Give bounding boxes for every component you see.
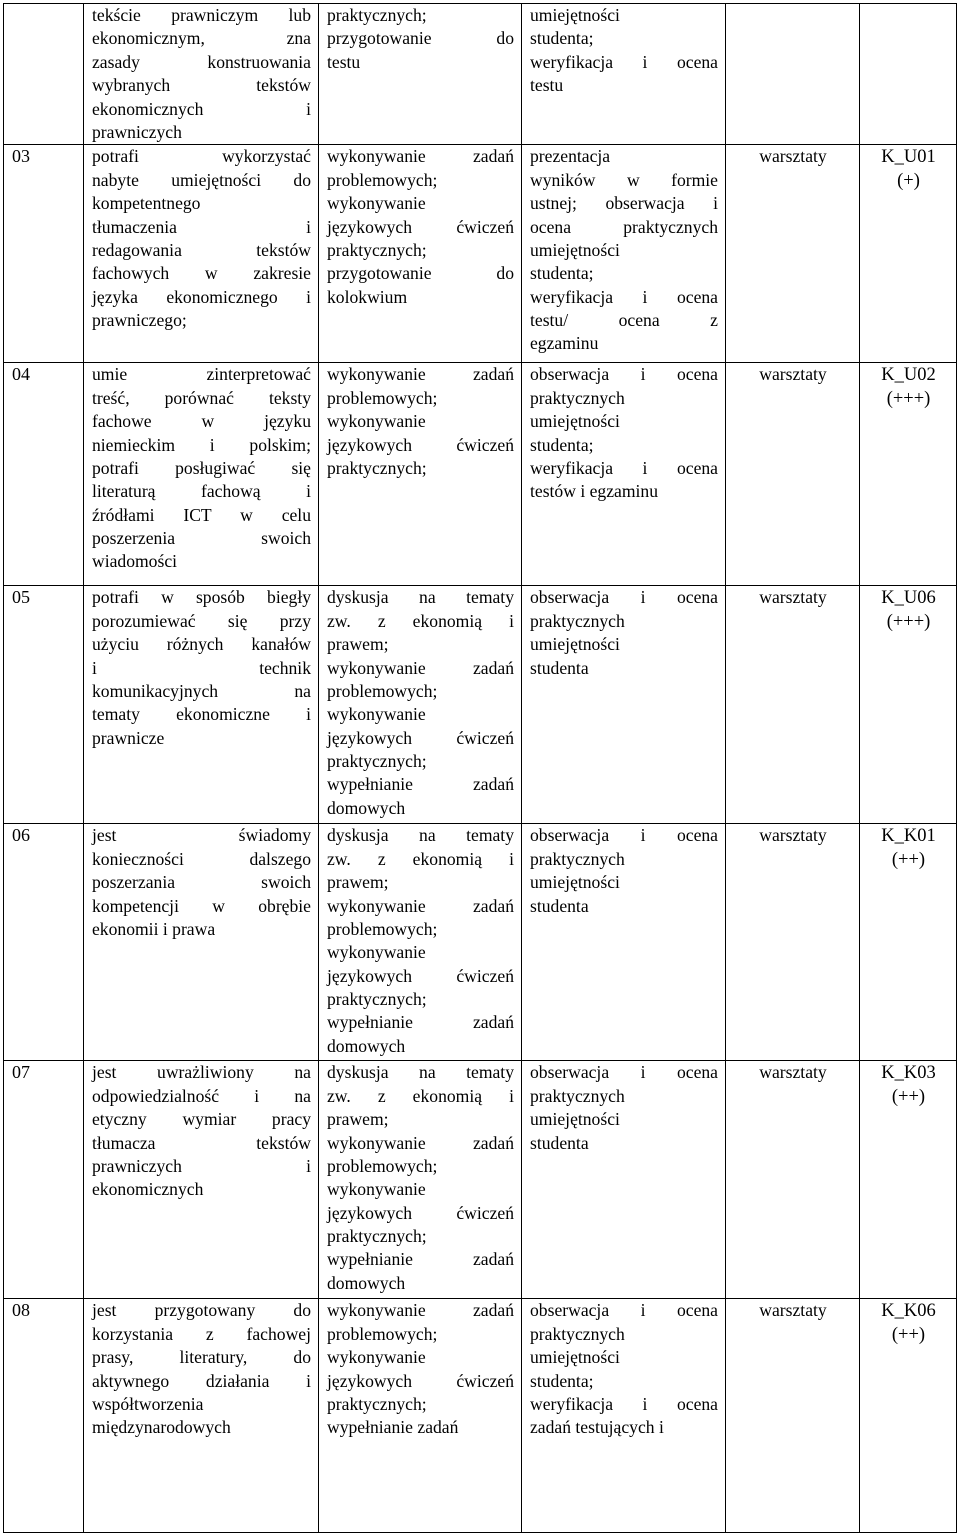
text-line: wykonywanie zadań	[327, 1132, 514, 1153]
text-line: umiejętności	[530, 239, 620, 260]
text-line: fachowe w języku	[92, 411, 311, 432]
text-line: umiejętności	[530, 872, 620, 893]
text-line: wykonywanie	[327, 1179, 426, 1200]
class-form-cell: warsztaty	[726, 586, 860, 824]
text-line: fachowych w zakresie	[92, 263, 311, 284]
text-line: i technik	[92, 657, 311, 678]
assessment-methods-cell	[522, 145, 726, 363]
text-line: dyskusja na tematy	[327, 587, 514, 608]
text-line: praktycznych	[530, 387, 625, 408]
outcome-code: K_U06	[881, 588, 936, 609]
text-line: wykonywanie zadań	[327, 364, 514, 385]
text-line: wypełnianie zadań	[327, 1249, 514, 1270]
text-line: praktycznych;	[327, 989, 427, 1010]
row-number: 08	[4, 1299, 84, 1533]
learning-effect-cell	[84, 586, 319, 824]
text-line: wykonywanie	[327, 1347, 426, 1368]
text-line: weryfikacja i ocena	[530, 1393, 718, 1414]
learning-effect-cell	[84, 145, 319, 363]
text-line: obserwacja i ocena	[530, 1062, 718, 1083]
text-line: praktycznych;	[327, 751, 427, 772]
table-row	[4, 4, 957, 145]
text-line: praktycznych	[530, 610, 625, 631]
text-line: ocena praktycznych	[530, 216, 718, 237]
learning-effect-cell	[84, 4, 319, 145]
text-line: studenta;	[530, 1370, 594, 1391]
text-line: egzaminu	[530, 333, 599, 354]
text-line: prawem;	[327, 1109, 389, 1130]
text-line: praktycznych;	[327, 239, 427, 260]
assessment-methods-cell	[522, 1061, 726, 1299]
text-line: domowych	[327, 797, 406, 818]
text-line: wiadomości	[92, 551, 178, 572]
learning-effect-cell	[84, 363, 319, 586]
table-body	[4, 4, 957, 1533]
text-line: potrafi wykorzystać	[92, 146, 311, 167]
teaching-methods-cell	[319, 363, 522, 586]
text-line: obserwacja i ocena	[530, 587, 718, 608]
text-line: praktycznych;	[327, 5, 427, 25]
row-number: 06	[4, 824, 84, 1061]
text-line: wykonywanie zadań	[327, 146, 514, 167]
text-line: redagowania tekstów	[92, 239, 311, 260]
text-line: konieczności dalszego	[92, 848, 311, 869]
text-line: współtworzenia	[92, 1393, 204, 1414]
text-line: praktycznych	[530, 1323, 625, 1344]
class-form-cell: warsztaty	[726, 363, 860, 586]
teaching-methods-cell	[319, 145, 522, 363]
assessment-methods-cell	[522, 586, 726, 824]
text-line: odpowiedzialność i na	[92, 1085, 311, 1106]
text-line: tłumaczenia i	[92, 216, 311, 237]
assessment-methods-cell	[522, 4, 726, 145]
text-line: praktycznych;	[327, 1393, 427, 1414]
teaching-methods-cell	[319, 1299, 522, 1533]
text-line: weryfikacja i ocena	[530, 51, 718, 72]
text-line: studenta	[530, 1132, 589, 1153]
table-row	[4, 1061, 957, 1299]
text-line: porozumiewać się przy	[92, 610, 311, 631]
outcome-code: K_U01	[881, 147, 936, 168]
text-line: obserwacja i ocena	[530, 364, 718, 385]
text-line: jest przygotowany do	[92, 1300, 311, 1321]
outcome-code: K_K03	[881, 1063, 936, 1084]
text-line: niemieckim i polskim;	[92, 434, 311, 455]
outcome-code-cell	[860, 824, 957, 1061]
outcome-code-cell	[860, 1299, 957, 1533]
text-line: przygotowanie do	[327, 28, 514, 49]
teaching-methods-cell	[319, 1061, 522, 1299]
text-line: zadań testujących i	[530, 1417, 664, 1438]
text-line: kompetentnego	[92, 193, 201, 214]
text-line: tematy ekonomiczne i	[92, 704, 311, 725]
teaching-methods-cell	[319, 4, 522, 145]
assessment-methods-cell	[522, 824, 726, 1061]
row-number: 04	[4, 363, 84, 586]
text-line: prawniczych i	[92, 1155, 311, 1176]
outcome-code-cell	[860, 4, 957, 145]
text-line: językowych ćwiczeń	[327, 1370, 514, 1391]
row-number: 07	[4, 1061, 84, 1299]
text-line: praktycznych	[530, 848, 625, 869]
text-line: wyników w formie	[530, 169, 718, 190]
learning-outcomes-table	[3, 3, 957, 1533]
text-line: studenta;	[530, 434, 594, 455]
text-line: językowych ćwiczeń	[327, 727, 514, 748]
text-line: obserwacja i ocena	[530, 825, 718, 846]
class-form-cell: warsztaty	[726, 1299, 860, 1533]
text-line: językowych ćwiczeń	[327, 965, 514, 986]
text-line: problemowych;	[327, 169, 438, 190]
text-line: tłumacza tekstów	[92, 1132, 311, 1153]
text-line: studenta	[530, 657, 589, 678]
text-line: ustnej; obserwacja i	[530, 193, 718, 214]
text-line: studenta;	[530, 263, 594, 284]
text-line: wypełnianie zadań	[327, 1417, 459, 1438]
class-form-cell	[726, 4, 860, 145]
text-line: potrafi w sposób biegły	[92, 587, 311, 608]
teaching-methods-cell	[319, 586, 522, 824]
outcome-code: K_U02	[881, 365, 936, 386]
text-line: problemowych;	[327, 1155, 438, 1176]
text-line: ekonomicznym, zna	[92, 28, 311, 49]
text-line: umiejętności	[530, 5, 620, 25]
text-line: wykonywanie	[327, 942, 426, 963]
text-line: etyczny wymiar pracy	[92, 1109, 311, 1130]
text-line: prawem;	[327, 634, 389, 655]
table-row	[4, 586, 957, 824]
text-line: praktycznych;	[327, 457, 427, 478]
text-line: problemowych;	[327, 1323, 438, 1344]
row-number: 05	[4, 586, 84, 824]
class-form-cell: warsztaty	[726, 824, 860, 1061]
text-line: domowych	[327, 1272, 406, 1293]
row-number: 03	[4, 145, 84, 363]
row-number	[4, 4, 84, 145]
text-line: prawnicze	[92, 727, 165, 748]
text-line: wykonywanie zadań	[327, 1300, 514, 1321]
text-line: dyskusja na tematy	[327, 825, 514, 846]
outcome-weight: (++)	[891, 850, 926, 871]
text-line: umie zinterpretować	[92, 364, 311, 385]
text-line: poszerzenia swoich	[92, 528, 311, 549]
text-line: wykonywanie	[327, 193, 426, 214]
text-line: obserwacja i ocena	[530, 1300, 718, 1321]
text-line: wykonywanie	[327, 704, 426, 725]
outcome-weight: (+++)	[886, 389, 931, 410]
text-line: domowych	[327, 1035, 406, 1056]
outcome-weight: (+)	[897, 171, 920, 192]
text-line: umiejętności	[530, 634, 620, 655]
text-line: kompetencji w obrębie	[92, 895, 311, 916]
text-line: jest uwrażliwiony na	[92, 1062, 311, 1083]
outcome-code: K_K01	[881, 826, 936, 847]
text-line: praktycznych;	[327, 1226, 427, 1247]
text-line: języka ekonomicznego i	[92, 286, 311, 307]
table-row	[4, 363, 957, 586]
text-line: prawniczych	[92, 121, 182, 142]
text-line: weryfikacja i ocena	[530, 457, 718, 478]
outcome-weight: (++)	[891, 1087, 926, 1108]
outcome-code: K_K06	[881, 1301, 936, 1322]
outcome-code-cell	[860, 1061, 957, 1299]
text-line: problemowych;	[327, 387, 438, 408]
text-line: nabyte umiejętności do	[92, 169, 311, 190]
text-line: wykonywanie	[327, 411, 426, 432]
text-line: zw. z ekonomią i	[327, 848, 514, 869]
outcome-code-cell	[860, 145, 957, 363]
class-form-cell: warsztaty	[726, 145, 860, 363]
table-row	[4, 824, 957, 1061]
text-line: ekonomii i prawa	[92, 918, 216, 939]
outcome-weight: (++)	[891, 1325, 926, 1346]
text-line: testu	[327, 51, 361, 72]
text-line: kolokwium	[327, 286, 408, 307]
learning-effect-cell	[84, 1061, 319, 1299]
text-line: wypełnianie zadań	[327, 1012, 514, 1033]
learning-effect-cell	[84, 824, 319, 1061]
text-line: wybranych tekstów	[92, 75, 311, 96]
text-line: poszerzania swoich	[92, 872, 311, 893]
text-line: prezentacja	[530, 146, 611, 167]
teaching-methods-cell	[319, 824, 522, 1061]
text-line: dyskusja na tematy	[327, 1062, 514, 1083]
text-line: językowych ćwiczeń	[327, 1202, 514, 1223]
text-line: ekonomicznych i	[92, 98, 311, 119]
text-line: literaturą fachową i	[92, 481, 311, 502]
text-line: językowych ćwiczeń	[327, 216, 514, 237]
text-line: prasy, literatury, do	[92, 1347, 311, 1368]
text-line: problemowych;	[327, 680, 438, 701]
text-line: użyciu różnych kanałów	[92, 634, 311, 655]
text-line: wykonywanie zadań	[327, 895, 514, 916]
outcome-code-cell	[860, 363, 957, 586]
text-line: umiejętności	[530, 1109, 620, 1130]
text-line: testów i egzaminu	[530, 481, 659, 502]
text-line: umiejętności	[530, 411, 620, 432]
text-line: korzystania z fachowej	[92, 1323, 311, 1344]
text-line: komunikacyjnych na	[92, 680, 311, 701]
text-line: przygotowanie do	[327, 263, 514, 284]
text-line: treść, porównać teksty	[92, 387, 311, 408]
outcome-weight: (+++)	[886, 612, 931, 633]
learning-effect-cell	[84, 1299, 319, 1533]
text-line: jest świadomy	[92, 825, 311, 846]
text-line: ekonomicznych	[92, 1179, 204, 1200]
text-line: studenta	[530, 895, 589, 916]
text-line: zw. z ekonomią i	[327, 610, 514, 631]
text-line: potrafi posługiwać się	[92, 457, 311, 478]
text-line: tekście prawniczym lub	[92, 5, 311, 25]
text-line: zw. z ekonomią i	[327, 1085, 514, 1106]
text-line: prawniczego;	[92, 310, 187, 331]
text-line: problemowych;	[327, 918, 438, 939]
assessment-methods-cell	[522, 1299, 726, 1533]
text-line: umiejętności	[530, 1347, 620, 1368]
table-row	[4, 145, 957, 363]
class-form-cell: warsztaty	[726, 1061, 860, 1299]
text-line: testu/ ocena z	[530, 310, 718, 331]
text-line: zasady konstruowania	[92, 51, 311, 72]
text-line: praktycznych	[530, 1085, 625, 1106]
text-line: studenta;	[530, 28, 594, 49]
outcome-code-cell	[860, 586, 957, 824]
assessment-methods-cell	[522, 363, 726, 586]
text-line: prawem;	[327, 872, 389, 893]
text-line: międzynarodowych	[92, 1417, 231, 1438]
text-line: weryfikacja i ocena	[530, 286, 718, 307]
text-line: testu	[530, 75, 564, 96]
table-row	[4, 1299, 957, 1533]
text-line: źródłami ICT w celu	[92, 504, 311, 525]
text-line: językowych ćwiczeń	[327, 434, 514, 455]
text-line: wykonywanie zadań	[327, 657, 514, 678]
text-line: wypełnianie zadań	[327, 774, 514, 795]
text-line: aktywnego działania i	[92, 1370, 311, 1391]
